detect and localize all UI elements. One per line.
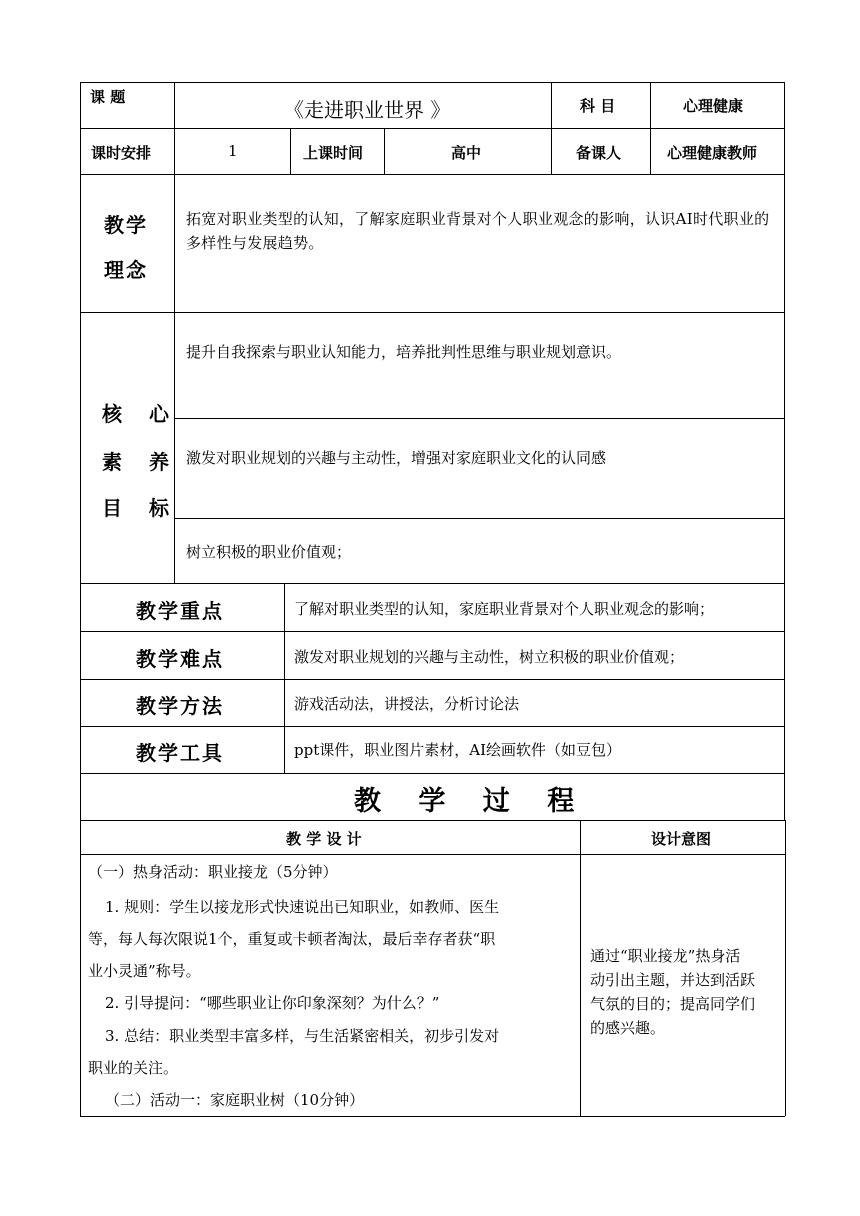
difficulty-label: 教学难点 — [136, 647, 224, 671]
hours-value: 1 — [228, 142, 238, 160]
intent-column-header: 设计意图 — [651, 830, 712, 848]
rule — [80, 128, 784, 129]
rule — [80, 726, 784, 727]
philosophy-label-line1: 教学 — [104, 213, 148, 237]
core-label-line2: 素 养 — [102, 450, 179, 474]
rule — [580, 820, 581, 1116]
focus-value: 了解对职业类型的认知，家庭职业背景对个人职业观念的影响； — [294, 600, 715, 618]
process-line-2: 1. 规则：学生以接龙形式快速说出已知职业，如教师、医生 — [105, 898, 500, 916]
rule — [80, 631, 784, 632]
rule — [80, 1116, 785, 1117]
rule — [80, 312, 784, 313]
method-value: 游戏活动法，讲授法，分析讨论法 — [294, 695, 520, 713]
difficulty-value: 激发对职业规划的兴趣与主动性，树立积极的职业价值观； — [294, 648, 685, 666]
topic-value: 《走进职业世界 》 — [284, 98, 451, 122]
rule — [174, 418, 784, 419]
core-goal-2: 激发对职业规划的兴趣与主动性，增强对家庭职业文化的认同感 — [186, 449, 607, 467]
process-line-6: 3. 总结：职业类型丰富多样，与生活紧密相关，初步引发对 — [105, 1027, 500, 1045]
process-line-7: 职业的关注。 — [88, 1059, 179, 1077]
rule — [174, 518, 784, 519]
rule — [284, 583, 285, 773]
intent-line-3: 气氛的目的；提高同学们 — [590, 995, 756, 1013]
preparer-label: 备课人 — [576, 144, 622, 162]
subject-label: 科 目 — [580, 97, 616, 115]
topic-label: 课 题 — [90, 88, 126, 106]
process-line-5: 2. 引导提问：“哪些职业让你印象深刻？为什么？” — [105, 994, 440, 1012]
rule — [290, 128, 291, 174]
core-label-line1: 核 心 — [102, 402, 179, 426]
core-goal-1: 提升自我探索与职业认知能力，培养批判性思维与职业规划意识。 — [186, 343, 622, 361]
process-line-8: （二）活动一：家庭职业树（10分钟） — [105, 1091, 365, 1109]
design-column-header: 教 学 设 计 — [286, 830, 362, 848]
philosophy-label-line2: 理念 — [104, 258, 148, 282]
rule — [80, 820, 785, 821]
tools-value: ppt课件，职业图片素材，AI绘画软件（如豆包） — [294, 741, 621, 759]
rule — [80, 82, 784, 83]
rule — [650, 82, 651, 174]
process-line-4: 业小灵通”称号。 — [88, 962, 201, 980]
rule — [80, 773, 784, 774]
process-heading: 教 学 过 程 — [354, 786, 589, 817]
process-line-3: 等，每人每次限说1个，重复或卡顿者淘汰，最后幸存者获“职 — [88, 930, 496, 948]
hours-label: 课时安排 — [91, 144, 152, 162]
process-line-1: （一）热身活动：职业接龙（5分钟） — [88, 863, 338, 881]
focus-label: 教学重点 — [136, 599, 224, 623]
table-border-right — [784, 82, 785, 820]
rule — [551, 82, 552, 174]
intent-line-1: 通过“职业接龙”热身活 — [590, 947, 741, 965]
tools-label: 教学工具 — [136, 741, 224, 765]
rule — [80, 854, 785, 855]
subject-value: 心理健康 — [683, 97, 744, 115]
preparer-value: 心理健康教师 — [667, 144, 758, 162]
core-label-line3: 目 标 — [102, 496, 179, 520]
rule — [80, 174, 784, 175]
intent-line-4: 的感兴趣。 — [590, 1019, 666, 1037]
philosophy-text: 拓宽对职业类型的认知，了解家庭职业背景对个人职业观念的影响，认识AI时代职业的多样性与发展趋势。 — [186, 210, 770, 252]
core-goal-3: 树立积极的职业价值观； — [186, 543, 352, 561]
rule — [80, 679, 784, 680]
intent-line-2: 动引出主题，并达到活跃 — [590, 971, 756, 989]
table-border-right-lower — [785, 820, 786, 1116]
rule — [80, 583, 784, 584]
method-label: 教学方法 — [136, 694, 224, 718]
time-label: 上课时间 — [303, 144, 364, 162]
table-border-left — [80, 82, 81, 1116]
rule — [384, 128, 385, 174]
time-value: 高中 — [451, 144, 482, 162]
